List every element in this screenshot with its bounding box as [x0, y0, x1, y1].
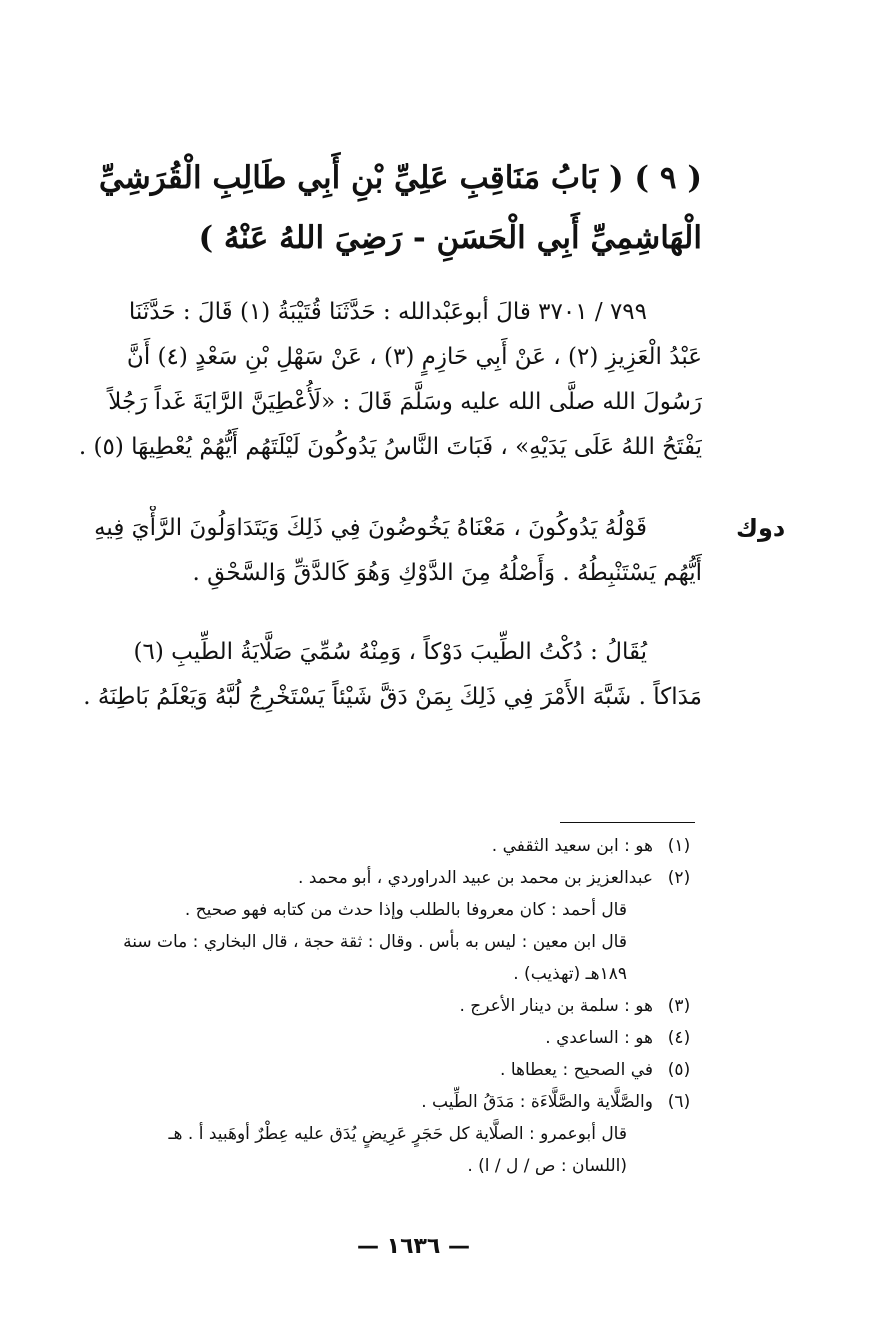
footnote-number: (٥)	[667, 1060, 691, 1080]
footnote-text: والصَّلَّاية والصَّلَّاءَة : مَدَقُ الطِّيب .	[421, 1092, 653, 1112]
chapter-title-line-2: الْهَاشِمِيِّ أَبِي الْحَسَنِ - رَضِيَ اللهُ عَنْهُ )	[198, 220, 702, 256]
commentary-2-line-1: يُقَالُ : دُكْتُ الطِّيبَ دَوْكاً ، وَمِنْهُ سُمِّيَ صَلَّايَةُ الطِّيبِ (٦)	[133, 639, 647, 665]
footnotes	[40, 830, 705, 1182]
footnote-2-note-3: ١٨٩هـ (تهذيب) .	[513, 964, 627, 984]
footnote-number: (٣)	[667, 996, 691, 1016]
footnote-separator	[560, 822, 695, 823]
chapter-title	[40, 148, 702, 268]
footnote-number: (٤)	[667, 1028, 691, 1048]
margin-keyword: دوك	[736, 514, 786, 542]
footnote-number: (٢)	[667, 868, 691, 888]
hadith-line-4: يَفْتَحُ اللهُ عَلَى يَدَيْهِ» ، فَبَاتَ النَّاسُ يَدُوكُونَ لَيْلَتَهُم أَيُّهُمْ يُعْطِيهَا (٥) .	[78, 434, 702, 460]
footnote-5	[40, 1054, 705, 1086]
hadith-line-1: ٧٩٩ / ٣٧٠١ قالَ أبوعَبْدالله : حَدَّثَنَا قُتَيْبَةُ (١) قَالَ : حَدَّثَنَا	[128, 299, 647, 325]
footnote-2	[40, 862, 705, 894]
footnote-1	[40, 830, 705, 862]
chapter-title-line-1: ( ٩ ) ( بَابُ مَنَاقِبِ عَلِيِّ بْنِ أَبِي طَالِبِ الْقُرَشِيِّ	[98, 160, 702, 196]
footnote-2-note-1: قال أحمد : كان معروفا بالطلب وإذا حدث من كتابه فهو صحيح .	[184, 900, 627, 920]
footnote-4	[40, 1022, 705, 1054]
footnote-text: هو : ابن سعيد الثقفي .	[491, 836, 653, 856]
hadith-line-3: رَسُولَ الله صلَّى الله عليه وسَلَّمَ قَالَ : «لَأُعْطِيَنَّ الرَّايَةَ غَداً رَجُلاً	[108, 389, 702, 415]
page-number: — ١٦٣٦ —	[356, 1234, 471, 1259]
commentary-paragraph-1	[40, 506, 702, 596]
footnote-6-note-1: قال أبوعمرو : الصلَّاية كل حَجَرٍ عَرِيضٍ يُدَق عليه عِطْرٌ أوهَبيد أ . هـ	[168, 1124, 627, 1144]
footnote-number: (٦)	[667, 1092, 691, 1112]
footnote-text: في الصحيح : يعطاها .	[500, 1060, 653, 1080]
footnote-number: (١)	[667, 836, 691, 856]
commentary-2-line-2: مَدَاكاً . شَبَّهَ الأَمْرَ فِي ذَلِكَ بِمَنْ دَقَّ شَيْئاً يَسْتَخْرِجُ لُبَّهُ وَيَعْلَمُ بَاطِنَهُ .	[83, 684, 702, 710]
commentary-1-line-2: أَيُّهُم يَسْتَنْبِطُهُ . وَأَصْلُهُ مِنَ الدَّوْكِ وَهُوَ كَالدَّقِّ وَالسَّحْقِ .	[192, 560, 702, 586]
footnote-text: هو : الساعدي .	[545, 1028, 653, 1048]
footnote-6	[40, 1086, 705, 1118]
commentary-1-line-1: قَوْلُهُ يَدُوكُونَ ، مَعْنَاهُ يَخُوضُونَ فِي ذَلِكَ وَيَتَدَاوَلُونَ الرَّأْيَ فِيهِ	[94, 515, 647, 541]
footnote-text: عبدالعزيز بن محمد بن عبيد الدراوردي ، أبو محمد .	[298, 868, 653, 888]
commentary-paragraph-2	[40, 630, 702, 720]
hadith-text	[40, 290, 702, 470]
hadith-line-2: عَبْدُ الْعَزِيزِ (٢) ، عَنْ أَبِي حَازِمٍ (٣) ، عَنْ سَهْلِ بْنِ سَعْدٍ (٤) أَنَّ	[126, 344, 702, 370]
footnote-3	[40, 990, 705, 1022]
footnote-text: هو : سلمة بن دينار الأعرج .	[459, 996, 653, 1016]
footnote-2-note-2: قال ابن معين : ليس به بأس . وقال : ثقة حجة ، قال البخاري : مات سنة	[123, 932, 627, 952]
footnote-6-note-2: (اللسان : ص / ل / ا) .	[467, 1156, 627, 1176]
